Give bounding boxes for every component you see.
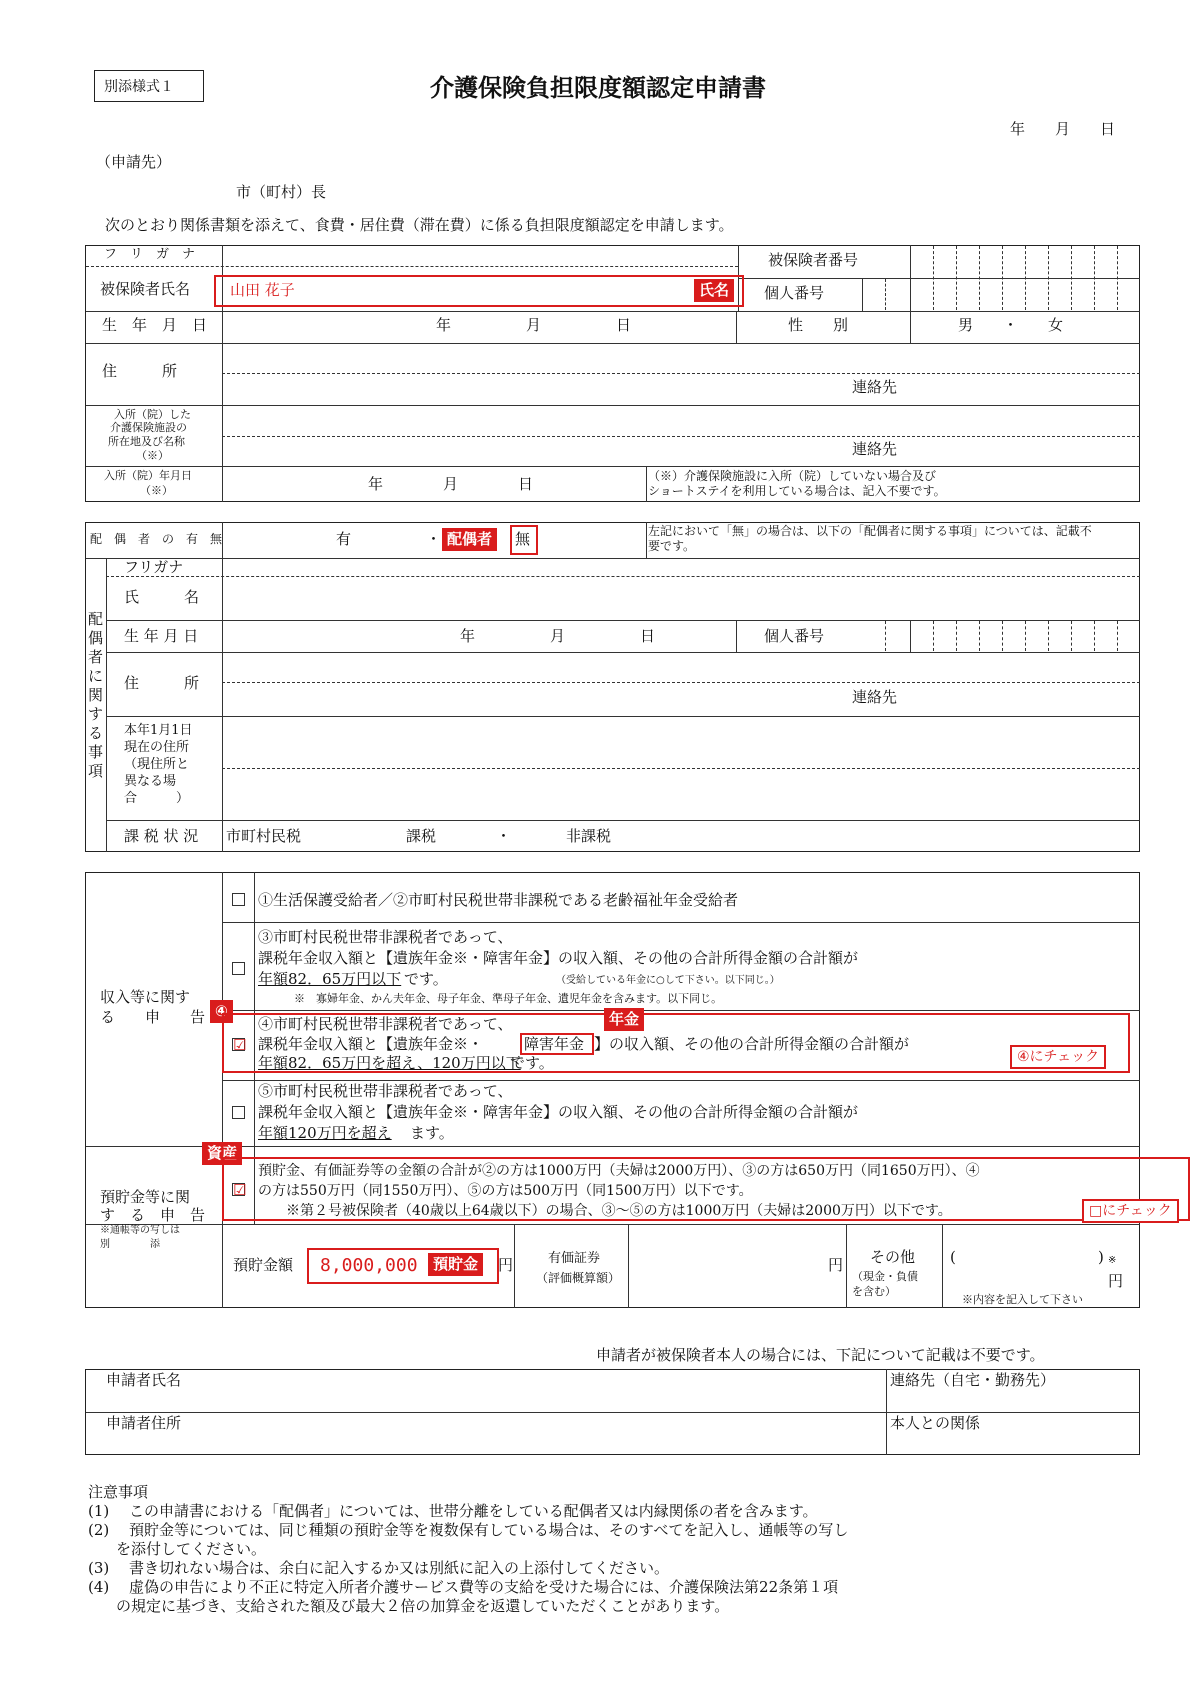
insured-furigana-label: フ リ ガ ナ — [104, 247, 196, 262]
securities-yen: 円 — [828, 1256, 844, 1274]
sex-value[interactable]: 男 ・ 女 — [958, 316, 1064, 334]
other-paren-close: ) — [1098, 1248, 1104, 1266]
applicant-name-label: 申請者氏名 — [106, 1371, 182, 1389]
checkbox-opt5[interactable] — [232, 1106, 245, 1119]
other-label-3: を含む） — [852, 1285, 896, 1298]
spouse-address-label: 住 所 — [124, 674, 200, 692]
admission-note-1: （※）介護保険施設に入所（院）していない場合及び — [648, 469, 937, 483]
income-opt4-l2c: 】の収入額、その他の合計所得金額の合計額が — [594, 1035, 910, 1053]
spouse-name-label: 氏 名 — [124, 588, 200, 606]
income-opt5-l2: 課税年金収入額と【遺族年金※・障害年金】の収入額、その他の合計所得金額の合計額が — [258, 1103, 859, 1121]
date-line: 年 月 日 — [1010, 120, 1116, 138]
tax-yes[interactable]: 課税 — [406, 827, 437, 845]
income-opt5-l3: 年額120万円を超え — [258, 1124, 392, 1142]
note-4b: の規定に基づき、支給された額及び最大２倍の加算金を返還していただくことがあります。 — [116, 1597, 730, 1615]
applicant-to: （申請先） — [96, 153, 172, 171]
spouse-presence-note-1: 左記において「無」の場合は、以下の「配偶者に関する事項」については、記載不 — [648, 524, 1092, 538]
income-opt5-l1: ⑤市町村民税世帯非課税者であって、 — [258, 1082, 513, 1100]
page-title: 介護保険負担限度額認定申請書 — [430, 73, 766, 102]
spouse-tag: 配偶者 — [442, 528, 497, 551]
income-opt3-l1: ③市町村民税世帯非課税者であって、 — [258, 928, 513, 946]
securities-label-2: （評価概算額） — [536, 1271, 621, 1285]
spouse-birth-label: 生 年 月 日 — [124, 627, 199, 645]
spouse-presence-yes[interactable]: 有 — [336, 530, 352, 548]
pension-tag: 年金 — [604, 1008, 644, 1031]
income-opt1: ①生活保護受給者／②市町村民税世帯非課税である老齢福祉年金受給者 — [258, 891, 739, 909]
address-label: 住 所 — [102, 362, 178, 380]
note-1: (1) この申請書における「配偶者」については、世帯分離をしている配偶者又は内縁関係の者を含みます。 — [88, 1502, 818, 1520]
checkbox-opt4[interactable]: ☑ — [233, 1036, 247, 1054]
other-paren-open: ( — [950, 1248, 956, 1266]
address-contact-label: 連絡先 — [852, 378, 898, 396]
savings-label-4: 別 添 — [100, 1239, 160, 1250]
income-opt4-l1: ④市町村民税世帯非課税者であって、 — [258, 1015, 513, 1033]
tax-no[interactable]: 非課税 — [566, 827, 612, 845]
spouse-furigana-label: フリガナ — [124, 558, 184, 576]
facility-label-2: 介護保険施設の — [110, 421, 187, 434]
note-4a: (4) 虚偽の申告により不正に特定入所者介護サービス費等の支給を受けた場合には、介護保険法第22条第１項 — [88, 1578, 839, 1596]
check4-tag: ④にチェック — [1010, 1045, 1106, 1069]
securities-label-1: 有価証券 — [548, 1251, 601, 1266]
tax-dot: ・ — [496, 827, 512, 845]
other-label-2: （現金・負債 — [852, 1270, 918, 1283]
income-opt5-l3b: ます。 — [410, 1124, 454, 1142]
checkbox-savings[interactable]: ☑ — [233, 1181, 247, 1199]
note-3: (3) 書き切れない場合は、余白に記入するか又は別紙に記入の上添付してください。 — [88, 1559, 670, 1577]
spouse-personal-number-label: 個人番号 — [764, 627, 825, 645]
spouse-table — [85, 522, 1140, 852]
spouse-birth-value[interactable]: 年 月 日 — [460, 627, 656, 645]
income-opt4-l3b: です。 — [510, 1054, 554, 1072]
birth-label: 生 年 月 日 — [102, 316, 208, 334]
savings-label-2: す る 申 告 — [100, 1206, 206, 1224]
spouse-presence-no[interactable]: 無 — [515, 530, 531, 548]
insured-name-value[interactable]: 山田 花子 — [230, 281, 295, 299]
jan1-label-5: 合 ） — [124, 791, 190, 806]
mayor-line: 市（町村）長 — [236, 183, 327, 201]
jan1-label-2: 現在の住所 — [124, 740, 190, 755]
spouse-contact-label: 連絡先 — [852, 688, 898, 706]
note-2b: を添付してください。 — [116, 1540, 267, 1558]
name-tag: 氏名 — [694, 279, 734, 302]
facility-label-4: （※） — [136, 449, 169, 462]
sex-label: 性 別 — [788, 316, 849, 334]
tax-label: 課 税 状 況 — [124, 827, 199, 845]
admission-value[interactable]: 年 月 日 — [368, 475, 534, 493]
spouse-side-label: 配偶者に関する事項 — [88, 610, 104, 780]
form-label: 別添様式１ — [104, 79, 174, 95]
applicant-relation-label: 本人との関係 — [890, 1414, 981, 1432]
income-label-1: 収入等に関す — [100, 988, 191, 1006]
other-label-1: その他 — [870, 1248, 916, 1266]
admission-label-2: （※） — [140, 484, 173, 497]
income-opt4-l3: 年額82．65万円を超え、120万円以下 — [258, 1054, 521, 1072]
income-opt3-l2: 課税年金収入額と【遺族年金※・障害年金】の収入額、その他の合計所得金額の合計額が — [258, 949, 859, 967]
checkbox-opt1[interactable] — [232, 893, 245, 906]
intro-text: 次のとおり関係書類を添えて、食費・居住費（滞在費）に係る負担限度額認定を申請します。 — [105, 216, 734, 234]
tax-prefix: 市町村民税 — [226, 827, 302, 845]
facility-label-3: 所在地及び名称 — [108, 435, 185, 448]
spouse-presence-note-2: 要です。 — [648, 539, 696, 553]
spouse-presence-label: 配 偶 者 の 有 無 — [90, 532, 223, 546]
applicant-note: 申請者が被保険者本人の場合には、下記について記載は不要です。 — [596, 1346, 1045, 1364]
facility-contact-label: 連絡先 — [852, 440, 898, 458]
birth-value[interactable]: 年 月 日 — [436, 316, 632, 334]
deposit-yen: 円 — [498, 1256, 514, 1274]
jan1-label-4: 異なる場 — [124, 774, 177, 789]
applicant-address-label: 申請者住所 — [106, 1414, 182, 1432]
spouse-presence-dot: ・ — [426, 530, 442, 548]
insured-name-label: 被保険者氏名 — [100, 280, 191, 298]
income-opt4-l2a: 課税年金収入額と【遺族年金※・ — [258, 1035, 484, 1053]
savings-text-l1: 預貯金、有価証券等の金額の合計が②の方は1000万円（夫婦は2000万円）、③の方は650万円（同1650万円）、④ — [258, 1163, 980, 1179]
income-opt4-l2b: 障害年金 — [524, 1035, 585, 1053]
note-2a: (2) 預貯金等については、同じ種類の預貯金等を複数保有している場合は、そのすべてを記入し、通帳等の写し — [88, 1521, 849, 1539]
income-table — [85, 872, 1140, 1308]
income-opt3-l3b: です。 — [404, 970, 448, 988]
other-mark: ※ — [1108, 1255, 1117, 1266]
deposit-tag: 預貯金 — [428, 1253, 483, 1276]
jan1-label-3: （現住所と — [124, 757, 190, 772]
applicant-contact-label: 連絡先（自宅・勤務先） — [890, 1371, 1056, 1389]
facility-label-1: 入所（院）した — [114, 408, 191, 421]
admission-note-2: ショートステイを利用している場合は、記入不要です。 — [648, 484, 946, 498]
marker-4: ④ — [210, 1000, 233, 1023]
other-note: ※内容を記入して下さい — [962, 1293, 1083, 1306]
checkbox-opt3[interactable] — [232, 962, 245, 975]
income-opt3-note: ※ 寡婦年金、かん夫年金、母子年金、準母子年金、遺児年金を含みます。以下同じ。 — [294, 992, 723, 1005]
notes-title: 注意事項 — [88, 1483, 149, 1501]
deposit-value[interactable]: 8,000,000 — [320, 1255, 418, 1276]
savings-text-l2: の方は550万円（同1550万円）、⑤の方は500万円（同1500万円）以下です。 — [258, 1183, 753, 1199]
income-label-2: る 申 告 — [100, 1008, 206, 1026]
asset-tag: 資産 — [202, 1142, 242, 1165]
savings-label-1: 預貯金等に関 — [100, 1188, 191, 1206]
savings-text-l3: ※第２号被保険者（40歳以上64歳以下）の場合、③～⑤の方は1000万円（夫婦は2000万円）以下です。 — [286, 1203, 952, 1219]
income-opt3-l3: 年額82．65万円以下 — [258, 970, 402, 988]
deposit-label: 預貯金額 — [233, 1256, 294, 1274]
jan1-label-1: 本年1月1日 — [124, 723, 193, 738]
insured-number-label: 被保険者番号 — [768, 251, 859, 269]
savings-label-3: ※通帳等の写しは — [100, 1225, 180, 1236]
personal-number-label: 個人番号 — [764, 284, 825, 302]
income-opt3-small: （受給している年金に○して下さい。以下同じ。） — [556, 975, 780, 986]
savings-check-tag: □にチェック — [1082, 1199, 1179, 1223]
admission-label-1: 入所（院）年月日 — [104, 469, 192, 482]
other-yen: 円 — [1108, 1272, 1124, 1290]
